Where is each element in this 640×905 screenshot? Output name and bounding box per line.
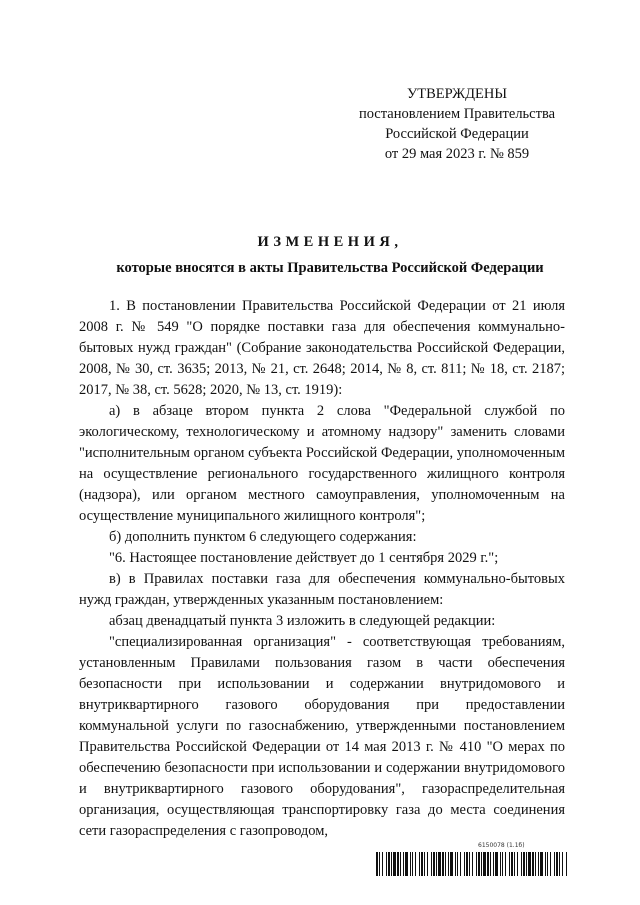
paragraph-6: абзац двенадцатый пункта 3 изложить в следующей редакции: xyxy=(109,613,496,629)
document-subtitle: которые вносятся в акты Правительства Российской Федерации xyxy=(116,260,544,276)
approval-line-government: Российской Федерации xyxy=(385,126,529,142)
paragraph-4: "6. Настоящее постановление действует до 1 сентября 2029 г."; xyxy=(109,550,499,566)
paragraph-2: а) в абзаце втором пункта 2 слова "Федеральной службой по экологическому, технологическому и атомному надзору" заменить словами "исполнительным органом субъекта Российской Федерации, уполномоченным на осуществление регионального государственного жилищного контроля (надзора), или органом местного самоуправления, уполномоченным на осуществление муниципального жилищного контроля"; xyxy=(79,403,565,524)
paragraph-1: 1. В постановлении Правительства Российской Федерации от 21 июля 2008 г. № 549 "О порядке поставки газа для обеспечения коммунально-бытовых нужд граждан" (Собрание законодательства Российской Федерации, 2008, № 30, ст. 3635; 2013, № 21, ст. 2648; 2014, № 8, ст. 811; № 18, ст. 2187; 2017, № 38, ст. 5628; 2020, № 13, ст. 1919): xyxy=(79,298,565,398)
barcode xyxy=(376,852,568,876)
approval-line-date-number: от 29 мая 2023 г. № 859 xyxy=(384,146,530,162)
paragraph-3: б) дополнить пунктом 6 следующего содержания: xyxy=(109,529,417,545)
document-code: 6150078 (1.1б) xyxy=(478,842,525,849)
paragraph-5: в) в Правилах поставки газа для обеспечения коммунально-бытовых нужд граждан, утвержденных указанным постановлением: xyxy=(79,571,565,608)
document-body xyxy=(79,296,565,842)
approval-heading: УТВЕРЖДЕНЫ xyxy=(406,86,508,102)
document-title: ИЗМЕНЕНИЯ, xyxy=(257,234,403,250)
approval-line-resolution: постановлением Правительства xyxy=(358,106,556,122)
approval-stamp xyxy=(350,84,564,164)
paragraph-7: "специализированная организация" - соответствующая требованиям, установленным Правилами пользования газом в части обеспечения безопасности при использовании и содержании внутридомового и внутриквартирного газового оборудования при предоставлении коммунальной услуги по газоснабжению, утвержденными постановлением Правительства Российской Федерации от 14 мая 2013 г. № 410 "О мерах по обеспечению безопасности при использовании и содержании внутридомового и внутриквартирного газового оборудования", газораспределительная организация, осуществляющая транспортировку газа до места соединения сети газораспределения с газопроводом, xyxy=(79,634,565,839)
